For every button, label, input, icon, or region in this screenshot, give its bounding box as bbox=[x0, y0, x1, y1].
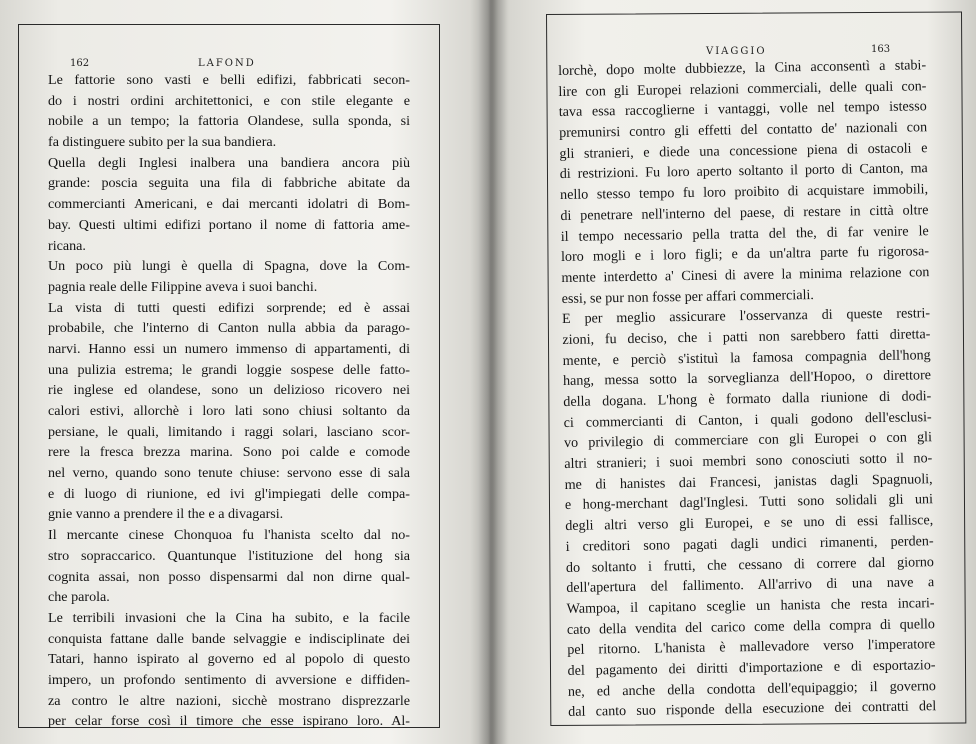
text-line: lire con gli Europei relazioni commerciali, delle quali con- bbox=[558, 77, 927, 100]
text-line: Il mercante cinese Chonquoa fu l'hanista scelto dal no- bbox=[48, 527, 410, 544]
text-line: vo privilegio di commerciare con gli Europei o con gli bbox=[563, 429, 933, 452]
text-line: rie inglese ed olandese, sono un delizioso ricovero nei bbox=[48, 382, 410, 399]
text-line: essi, se pur non fosse per affari commerciali. bbox=[561, 286, 814, 307]
text-line: dal canto suo risponde della esecuzione dei contratti del bbox=[568, 698, 937, 721]
text-line: nobile a un tempo; la fattoria Olandese, sulla sponda, si bbox=[48, 113, 410, 130]
left-running-head: LAFOND bbox=[198, 58, 256, 69]
text-line: ne, ed anche della condotta dell'equipaggio; il governo bbox=[567, 677, 936, 700]
text-line: per celar forse così il timore che esse ispirano loro. Al- bbox=[48, 713, 410, 730]
text-line: i creditori sono pagati dagli undici rimanenti, perden- bbox=[565, 532, 934, 555]
right-page bbox=[488, 0, 976, 744]
text-line: Le fattorie sono vasti e belli edifizi, fabbricati secon- bbox=[48, 72, 410, 88]
text-line: Le terribili invasioni che la Cina ha subito, e la facile bbox=[48, 609, 410, 626]
text-line: probabile, che l'interno di Canton nulla abbia da parago- bbox=[48, 320, 410, 337]
text-line: hang, messa sotto la sorveglianza dell'Hopoo, o direttore bbox=[562, 367, 932, 390]
text-line: Wampoa, il capitano sceglie un hanista che resta incari- bbox=[566, 595, 935, 617]
text-line: calori estivi, allorchè i loro lati sono chiusi soltanto da bbox=[48, 403, 410, 419]
text-line: lorchè, dopo molte dubbiezze, la Cina acconsentì a stabi- bbox=[558, 57, 927, 79]
text-line: Un poco più lungi è quella di Spagna, dove la Com- bbox=[48, 258, 410, 275]
text-line: gnie vanno a prendere il the e a divagarsi. bbox=[48, 506, 284, 523]
text-line: del pagamento dei diritti d'importazione e di esportazio- bbox=[567, 657, 936, 679]
text-line: za contro le altre nazioni, sicchè mostrano disprezzarle bbox=[48, 692, 410, 709]
text-line: nello stesso tempo fu loro proibito di acquistare immobili, bbox=[559, 181, 929, 204]
text-line: e di luogo di riunione, ed ivi gl'impiegati delle compa- bbox=[48, 485, 410, 502]
text-line: premunirsi contro gli effetti del contatto de' nazionali con bbox=[559, 119, 928, 142]
text-line: cognita assai, non posso dispensarmi dal non dirne qual- bbox=[48, 568, 410, 585]
text-line: zioni, fu deciso, che i patti non sarebbero fatti diretta- bbox=[562, 326, 931, 348]
text-line: mente, e perciò s'istituì la famosa compagnia dell'hong bbox=[562, 346, 931, 369]
text-line: rere la fresca brezza marina. Sono poi calde e comode bbox=[48, 444, 410, 461]
text-line: altri stranieri; i suoi membri sono conosciuti sotto il no- bbox=[564, 450, 933, 473]
text-line: commercianti Americani, e dai mercanti idolatri di Bom- bbox=[48, 196, 410, 213]
text-line: do soltanto i frutti, che cessano di correre dal giorno bbox=[565, 553, 935, 576]
text-line: stro sopraccarico. Quantunque l'istituzione del hong sia bbox=[48, 547, 410, 564]
text-line: bay. Questi ultimi edifizi portano il nome di fattoria ame- bbox=[48, 216, 410, 233]
text-line: conquista fattane dalle bande selvaggie e indisciplinate dei bbox=[48, 630, 410, 647]
text-line: il tempo necessario pella tratta del the, di far venire le bbox=[560, 222, 929, 245]
text-line: persiane, le quali, limitando i raggi solari, lasciano scor- bbox=[48, 423, 410, 440]
text-line: impero, un profondo sentimento di avversione e diffiden- bbox=[48, 671, 410, 688]
text-line: ricana. bbox=[48, 237, 86, 254]
text-line: pel ritorno. L'hanista è mallevadore verso l'imperatore bbox=[567, 636, 936, 659]
text-line: gli stranieri, e diede una concessione piena di ostacoli e bbox=[559, 139, 928, 162]
text-line: degli altri verso gli Europei, e se uno di essi fallisce, bbox=[565, 512, 934, 535]
right-running-head: VIAGGIO bbox=[706, 46, 767, 57]
text-line: narvi. Hanno essi un numero immenso di appartamenti, di bbox=[48, 340, 410, 357]
text-line: nel verno, quando sono tenute chiuse: servono esse di sala bbox=[48, 465, 410, 482]
right-page-number: 163 bbox=[871, 44, 891, 55]
text-line: ci commercianti di Canton, i quali godono dell'esclusi- bbox=[563, 408, 932, 431]
text-line: di penetrare nell'interno del paese, di restare in città oltre bbox=[560, 202, 929, 224]
text-line: fa distinguere subito per la sua bandiera. bbox=[48, 134, 277, 151]
right-page-text bbox=[558, 55, 936, 723]
text-line: E per meglio assicurare l'osservanza di queste restri- bbox=[561, 305, 931, 328]
left-page-text bbox=[48, 70, 410, 732]
text-line: di restrizioni. Fu loro aperto soltanto il porto di Canton, ma bbox=[559, 160, 928, 183]
text-line: che parola. bbox=[48, 589, 110, 606]
text-line: una pulizia estrema; le grandi loggie sospese delle fatto- bbox=[48, 361, 410, 378]
text-line: Quella degli Inglesi inalbera una bandiera ancora più bbox=[48, 154, 410, 171]
text-line: me di hanistes dai Francesi, janistas dagli Spagnuoli, bbox=[564, 470, 933, 493]
text-line: La vista di tutti questi edifizi sorprende; ed è assai bbox=[48, 299, 410, 316]
text-line: grande: poscia seguita una fila di fabbriche abitate da bbox=[48, 175, 410, 192]
text-line: Tatari, hanno ispirato al governo ed al popolo di questo bbox=[48, 651, 410, 668]
text-line: tava essa raccoglierne i vantaggi, volle nel tempo istesso bbox=[558, 98, 927, 121]
text-line: e hong-merchant dagl'Inglesi. Tutti sono solidali gli uni bbox=[564, 491, 934, 514]
text-line: dell'apertura del fallimento. All'arrivo di una nave a bbox=[566, 574, 935, 597]
text-line: della dogana. L'hong è formato dalla riunione di dodi- bbox=[563, 388, 932, 410]
text-line: do i nostri ordini architettonici, e con stile elegante e bbox=[48, 92, 410, 109]
text-line: cato della vendita del carico come della compra di quello bbox=[566, 615, 936, 638]
text-line: loro mogli e i loro figli; e da un'altra parte fu rigorosa- bbox=[560, 243, 930, 266]
text-line: mente interdetto a' Cinesi di avere la minima relazione con bbox=[561, 264, 930, 286]
left-page-number: 162 bbox=[70, 58, 90, 69]
text-line: pagnia reale delle Filippine aveva i suoi banchi. bbox=[48, 278, 318, 295]
